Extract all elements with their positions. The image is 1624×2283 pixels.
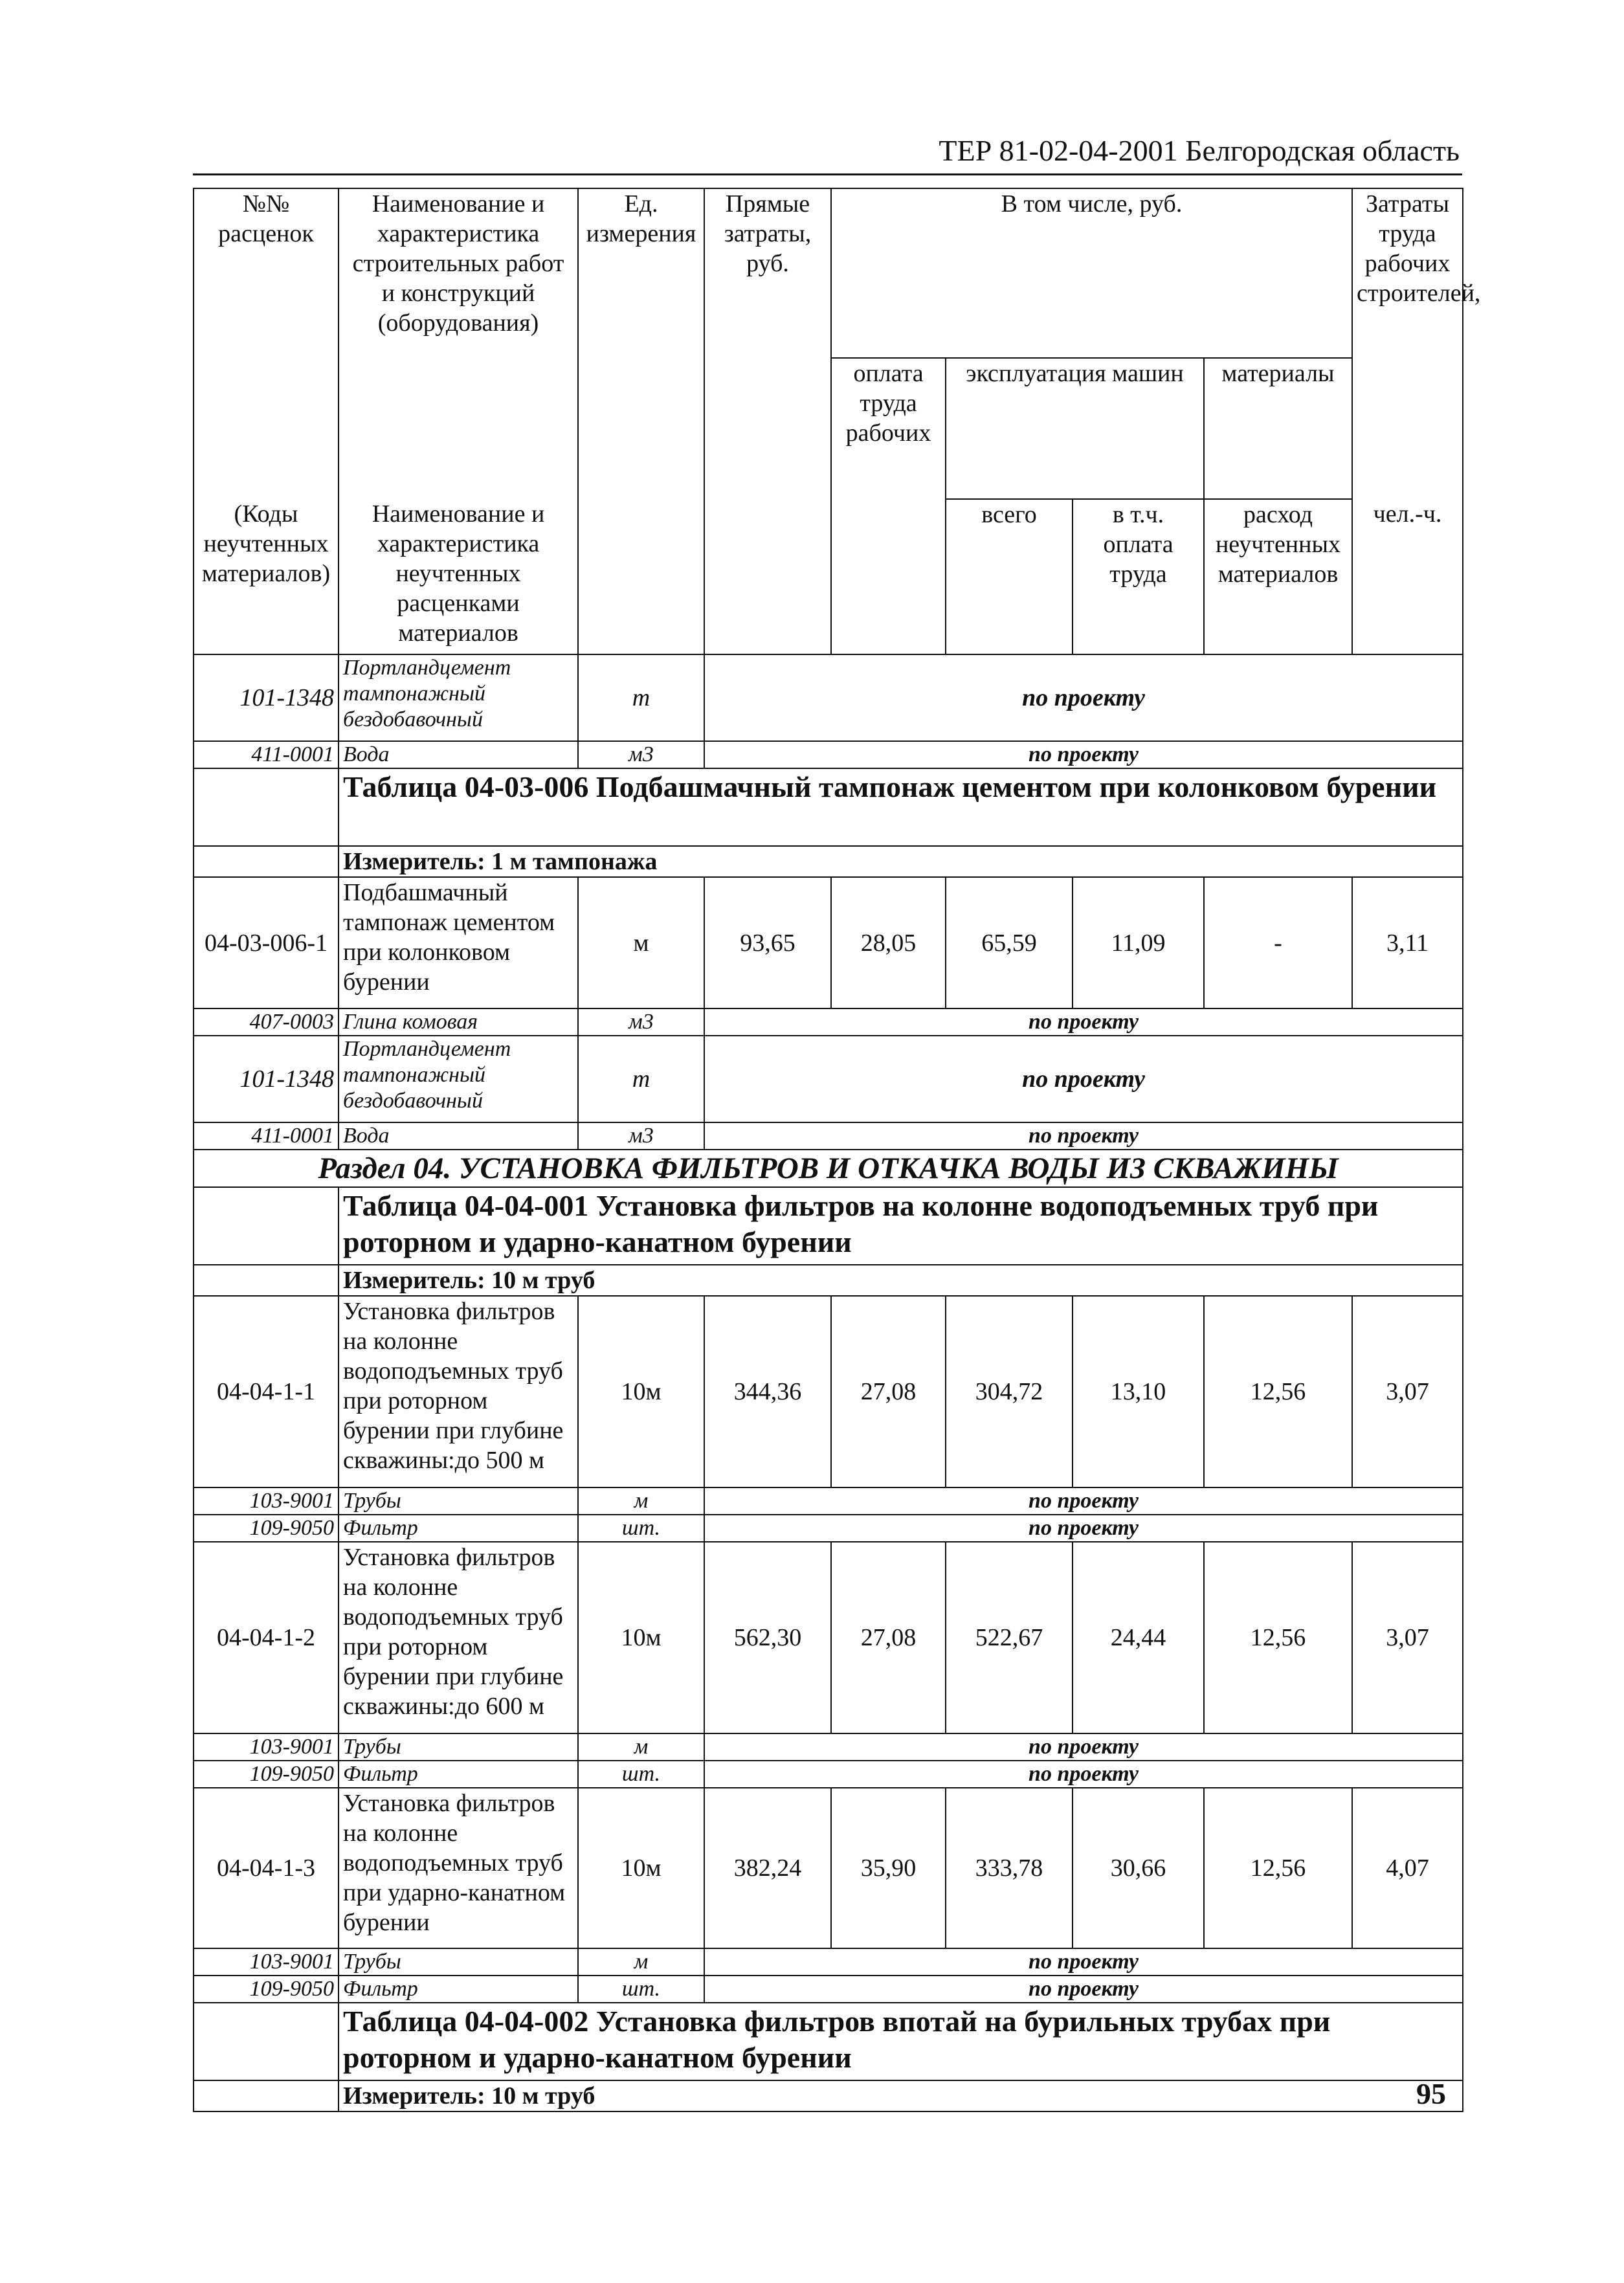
material-value: по проекту [704, 1733, 1463, 1761]
col-name-header: Наименование и характеристика строительных работ и конструкций (оборудования) [339, 188, 578, 499]
price-name: Установка фильтров на колонне водоподъемных труб при роторном бурении при глубине скважины:до 500 м [339, 1296, 578, 1487]
meter-row [194, 1265, 1463, 1296]
table-title: Таблица 04-04-002 Установка фильтров впотай на бурильных трубах при роторном и ударно-канатном бурении [339, 2003, 1463, 2080]
price-machines-wages: 24,44 [1073, 1542, 1204, 1733]
material-name: Портландцемент тампонажный бездобавочный [339, 1036, 578, 1122]
material-unit: м [578, 1487, 704, 1515]
material-row [194, 1036, 1463, 1122]
material-row [194, 1515, 1463, 1542]
col-materials-header: материалы [1204, 358, 1352, 499]
material-name: Портландцемент тампонажный бездобавочный [339, 654, 578, 741]
material-row [194, 1008, 1463, 1036]
table-title-row [194, 2003, 1463, 2080]
table-title: Таблица 04-04-001 Установка фильтров на колонне водоподъемных труб при роторном и ударно-канатном бурении [339, 1187, 1463, 1265]
price-row [194, 1542, 1463, 1733]
page-number: 95 [1416, 2077, 1446, 2110]
material-row [194, 654, 1463, 741]
meter-label: Измеритель: 10 м труб [339, 2080, 1463, 2111]
col-wages-header: оплата труда рабочих [831, 358, 946, 654]
price-wages: 35,90 [831, 1788, 946, 1948]
table-title-row [194, 1187, 1463, 1265]
price-labor: 3,07 [1352, 1542, 1463, 1733]
material-name: Вода [339, 741, 578, 768]
material-value: по проекту [704, 1976, 1463, 2003]
price-materials: - [1204, 877, 1352, 1008]
material-unit: т [578, 1036, 704, 1122]
material-row [194, 741, 1463, 768]
meter-label: Измеритель: 1 м тампонажа [339, 846, 1463, 877]
price-code: 04-04-1-2 [194, 1542, 339, 1733]
material-code: 101-1348 [194, 654, 339, 741]
price-materials: 12,56 [1204, 1788, 1352, 1948]
col-mwages-header: в т.ч. оплата труда [1073, 499, 1204, 654]
material-unit: м3 [578, 1008, 704, 1036]
col-unit-header: Ед. измерения [578, 188, 704, 654]
col-code-header: №№ расценок [194, 188, 339, 499]
price-direct: 93,65 [704, 877, 831, 1008]
price-direct: 562,30 [704, 1542, 831, 1733]
price-row [194, 877, 1463, 1008]
material-unit: шт. [578, 1515, 704, 1542]
material-value: по проекту [704, 741, 1463, 768]
material-name: Вода [339, 1122, 578, 1150]
meter-label: Измеритель: 10 м труб [339, 1265, 1463, 1296]
material-code: 411-0001 [194, 741, 339, 768]
price-machines-total: 522,67 [946, 1542, 1073, 1733]
page-header: ТЕР 81-02-04-2001 Белгородская область [939, 134, 1460, 167]
material-value: по проекту [704, 1761, 1463, 1788]
material-value: по проекту [704, 1515, 1463, 1542]
price-code: 04-04-1-1 [194, 1296, 339, 1487]
price-wages: 27,08 [831, 1542, 946, 1733]
price-code: 04-03-006-1 [194, 877, 339, 1008]
price-labor: 4,07 [1352, 1788, 1463, 1948]
price-name: Установка фильтров на колонне водоподъемных труб при ударно-канатном бурении [339, 1788, 578, 1948]
material-unit: шт. [578, 1761, 704, 1788]
col-labor-header: Затраты труда рабочих строителей, [1352, 188, 1463, 499]
price-wages: 27,08 [831, 1296, 946, 1487]
price-unit: 10м [578, 1542, 704, 1733]
rates-table [193, 188, 1481, 2112]
col-code2-header: (Коды неучтенных материалов) [194, 499, 339, 654]
price-machines-total: 304,72 [946, 1296, 1073, 1487]
price-labor: 3,07 [1352, 1296, 1463, 1487]
price-machines-total: 333,78 [946, 1788, 1073, 1948]
section-title: Раздел 04. УСТАНОВКА ФИЛЬТРОВ И ОТКАЧКА ВОДЫ ИЗ СКВАЖИНЫ [194, 1150, 1463, 1187]
price-labor: 3,11 [1352, 877, 1463, 1008]
price-materials: 12,56 [1204, 1296, 1352, 1487]
material-row [194, 1733, 1463, 1761]
material-unit: т [578, 654, 704, 741]
price-machines-wages: 13,10 [1073, 1296, 1204, 1487]
material-row [194, 1761, 1463, 1788]
material-value: по проекту [704, 1008, 1463, 1036]
material-unit: шт. [578, 1976, 704, 2003]
material-value: по проекту [704, 654, 1463, 741]
material-name: Фильтр [339, 1976, 578, 2003]
price-row [194, 1788, 1463, 1948]
material-value: по проекту [704, 1948, 1463, 1976]
price-direct: 344,36 [704, 1296, 831, 1487]
col-labor-unit-header: чел.-ч. [1352, 499, 1463, 654]
material-code: 103-9001 [194, 1487, 339, 1515]
section-row [194, 1150, 1463, 1187]
material-code: 411-0001 [194, 1122, 339, 1150]
material-code: 109-9050 [194, 1515, 339, 1542]
price-code: 04-04-1-3 [194, 1788, 339, 1948]
material-value: по проекту [704, 1487, 1463, 1515]
price-machines-wages: 11,09 [1073, 877, 1204, 1008]
price-unit: 10м [578, 1296, 704, 1487]
col-machines-header: эксплуатация машин [946, 358, 1204, 499]
price-materials: 12,56 [1204, 1542, 1352, 1733]
material-unit: м [578, 1948, 704, 1976]
material-name: Фильтр [339, 1761, 578, 1788]
material-code: 109-9050 [194, 1976, 339, 2003]
material-value: по проекту [704, 1036, 1463, 1122]
price-machines-total: 65,59 [946, 877, 1073, 1008]
table-title-row [194, 768, 1463, 846]
material-name: Трубы [339, 1487, 578, 1515]
col-mat2-header: расход неучтенных материалов [1204, 499, 1352, 654]
col-incl-header: В том числе, руб. [831, 188, 1352, 358]
material-code: 103-9001 [194, 1733, 339, 1761]
price-unit: 10м [578, 1788, 704, 1948]
material-code: 407-0003 [194, 1008, 339, 1036]
material-name: Трубы [339, 1733, 578, 1761]
meter-row [194, 846, 1463, 877]
material-row [194, 1122, 1463, 1150]
table-title: Таблица 04-03-006 Подбашмачный тампонаж цементом при колонковом бурении [339, 768, 1463, 846]
table-header-row [194, 188, 1463, 358]
material-unit: м3 [578, 741, 704, 768]
material-row [194, 1487, 1463, 1515]
material-name: Глина комовая [339, 1008, 578, 1036]
col-name2-header: Наименование и характеристика неучтенных расценками материалов [339, 499, 578, 654]
material-unit: м3 [578, 1122, 704, 1150]
material-unit: м [578, 1733, 704, 1761]
material-code: 103-9001 [194, 1948, 339, 1976]
price-name: Подбашмачный тампонаж цементом при колонковом бурении [339, 877, 578, 1008]
col-mtotal-header: всего [946, 499, 1073, 654]
price-machines-wages: 30,66 [1073, 1788, 1204, 1948]
price-unit: м [578, 877, 704, 1008]
price-row [194, 1296, 1463, 1487]
material-code: 101-1348 [194, 1036, 339, 1122]
price-direct: 382,24 [704, 1788, 831, 1948]
material-name: Трубы [339, 1948, 578, 1976]
material-name: Фильтр [339, 1515, 578, 1542]
header-rule [193, 173, 1462, 175]
price-wages: 28,05 [831, 877, 946, 1008]
material-value: по проекту [704, 1122, 1463, 1150]
material-code: 109-9050 [194, 1761, 339, 1788]
col-direct-header: Прямые затраты, руб. [704, 188, 831, 654]
material-row [194, 1948, 1463, 1976]
meter-row [194, 2080, 1463, 2111]
price-name: Установка фильтров на колонне водоподъемных труб при роторном бурении при глубине скважины:до 600 м [339, 1542, 578, 1733]
material-row [194, 1976, 1463, 2003]
